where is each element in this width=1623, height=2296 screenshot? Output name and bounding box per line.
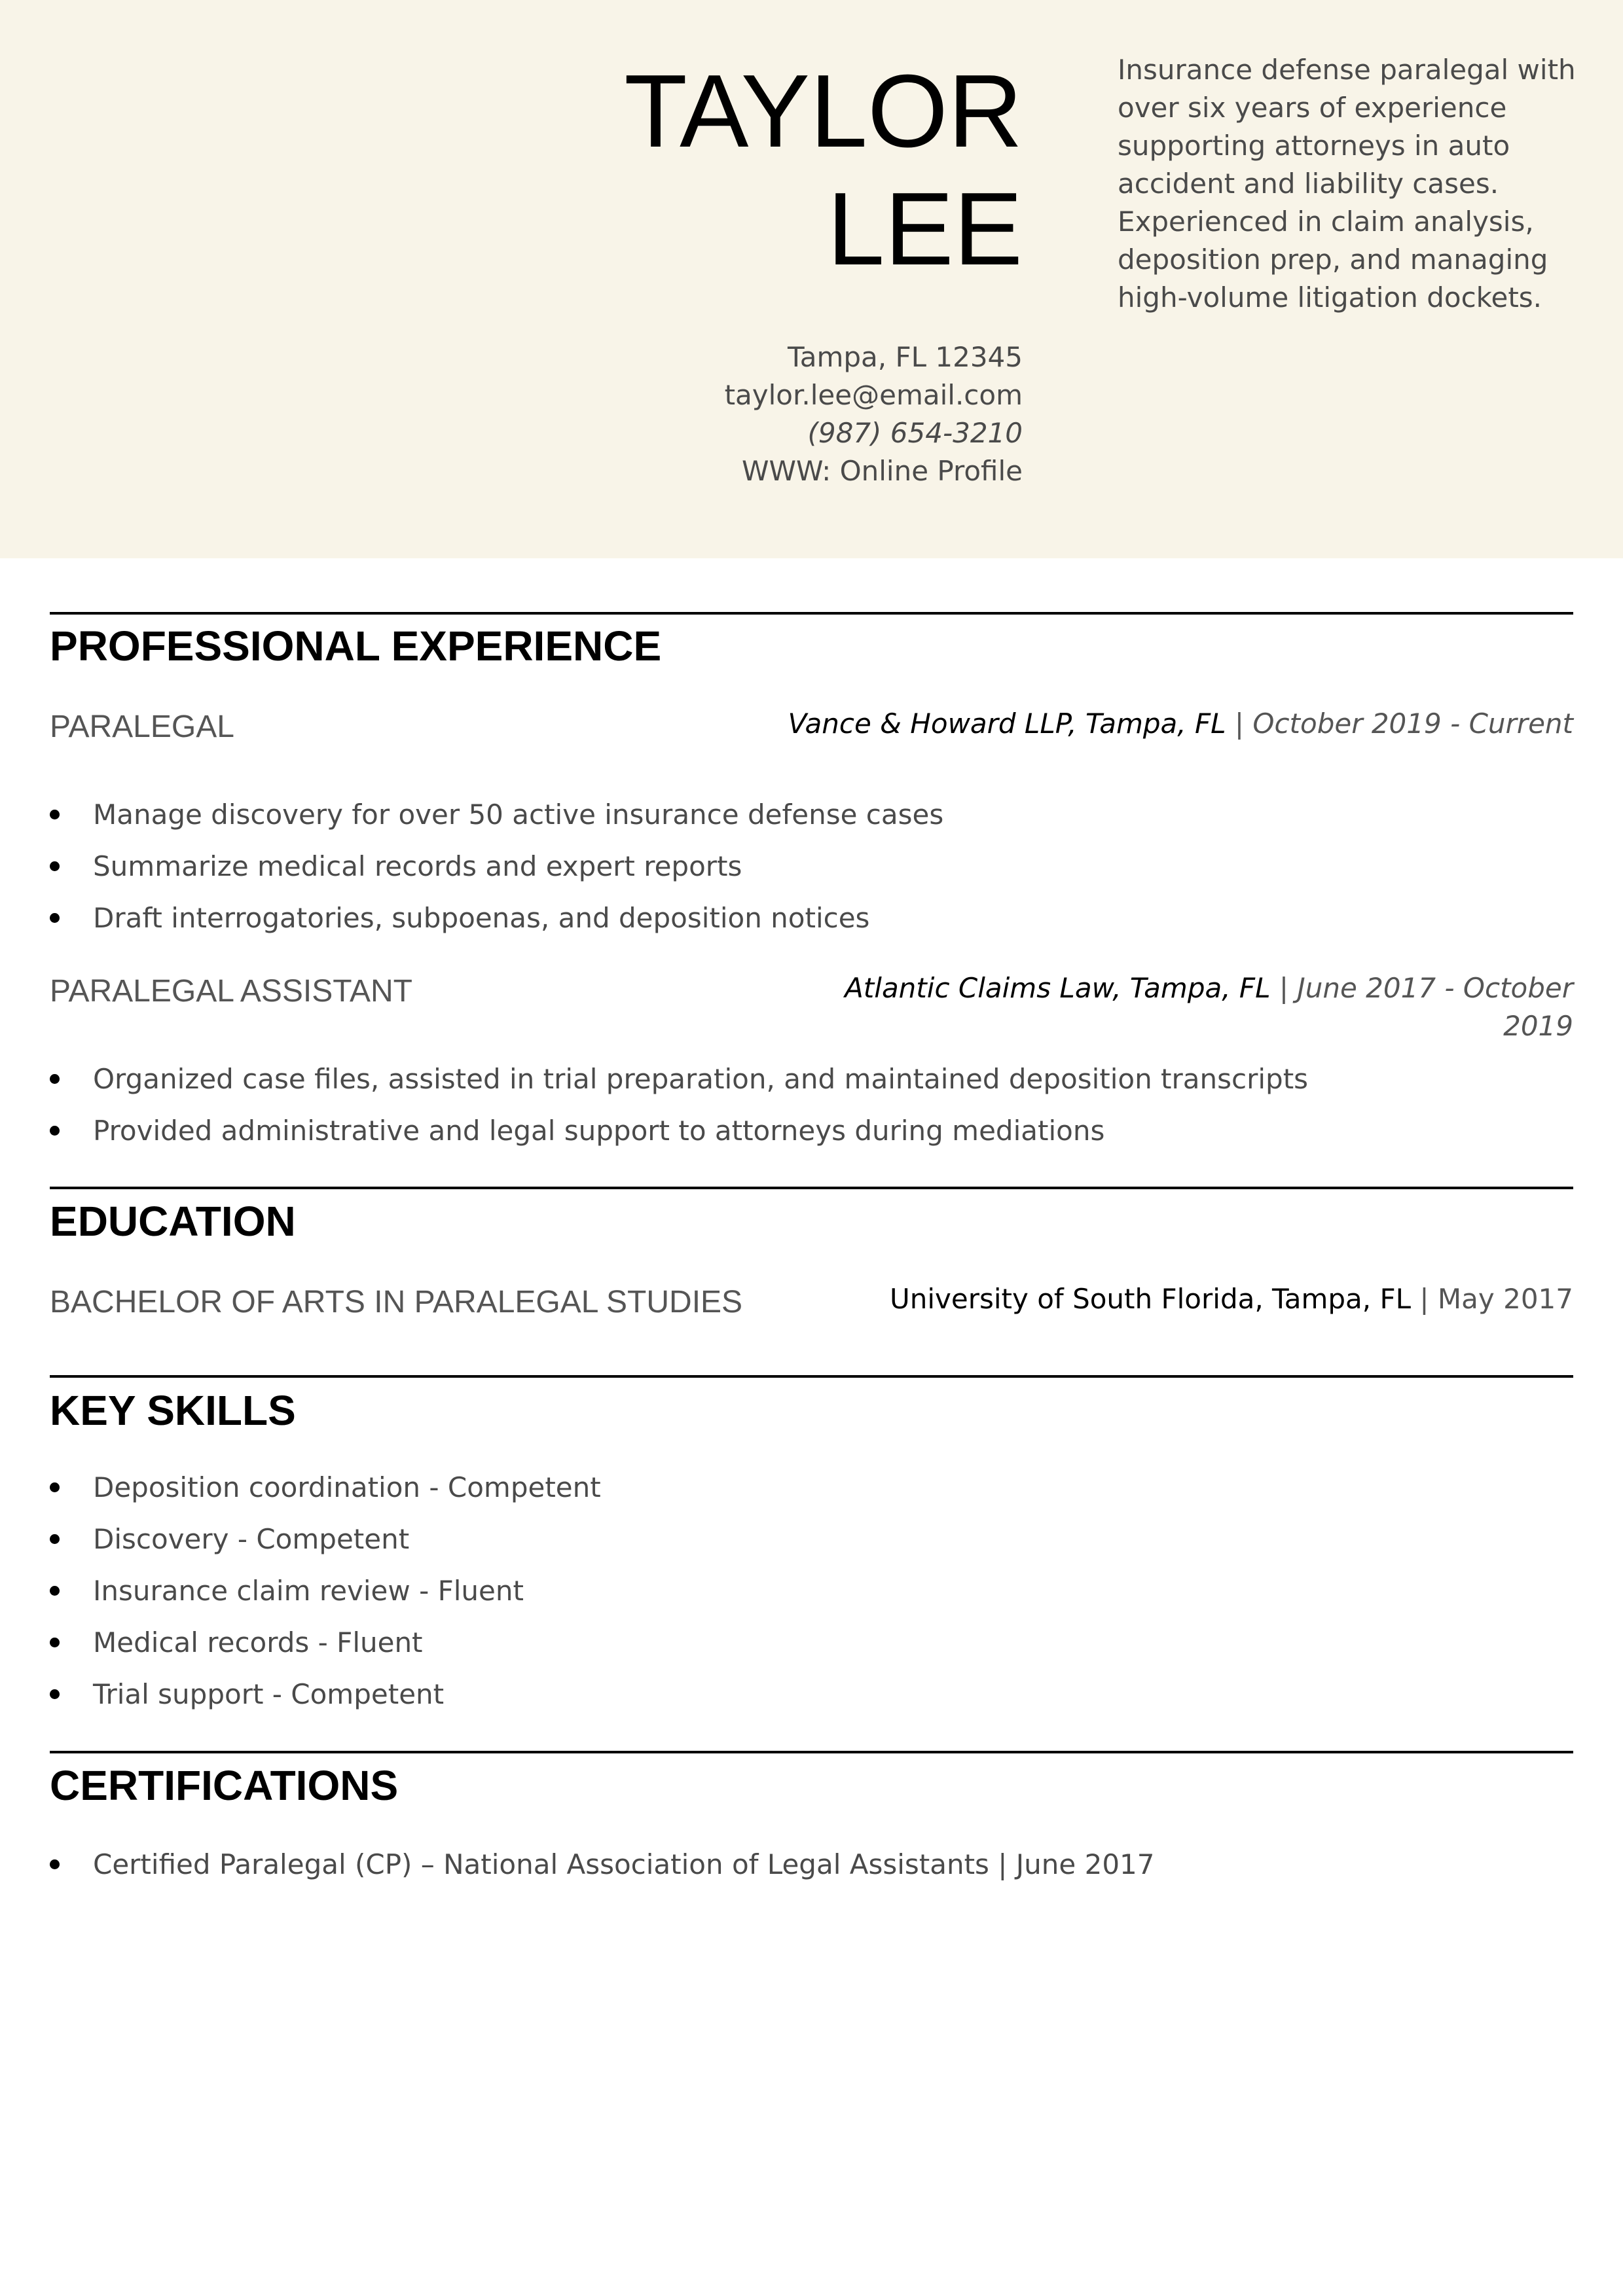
- name-first: TAYLOR: [624, 54, 1023, 169]
- list-item: Deposition coordination - Competent: [50, 1462, 1556, 1513]
- section-divider-experience: [50, 612, 1573, 615]
- list-item: Certified Paralegal (CP) – National Association of Legal Assistants | June 2017: [50, 1839, 1556, 1890]
- contact-info: [725, 338, 1023, 490]
- job-meta: [788, 705, 1573, 743]
- graduation-date: May 2017: [1437, 1283, 1573, 1315]
- list-item: Provided administrative and legal support to attorneys during mediations: [50, 1105, 1556, 1157]
- section-title-skills: KEY SKILLS: [50, 1387, 296, 1434]
- section-divider-education: [50, 1187, 1573, 1189]
- job-meta: [788, 969, 1573, 1045]
- profile-summary: Insurance defense paralegal with over six years of experience supporting attorneys in auto accident and liability cases. Experienced in claim analysis, deposition prep, and managing high-volume litigation dockets.: [1118, 54, 1576, 314]
- phone-number[interactable]: (987) 654-3210: [807, 417, 1023, 449]
- section-title-certifications: CERTIFICATIONS: [50, 1762, 399, 1809]
- job-title: PARALEGAL: [50, 709, 234, 744]
- list-item: Draft interrogatories, subpoenas, and deposition notices: [50, 892, 1556, 944]
- list-item: Organized case files, assisted in trial preparation, and maintained deposition transcripts: [50, 1053, 1556, 1105]
- list-item: Summarize medical records and expert reports: [50, 840, 1556, 892]
- separator: |: [1234, 708, 1245, 740]
- list-item: Insurance claim review - Fluent: [50, 1565, 1556, 1617]
- job-bullets: [50, 789, 1556, 944]
- candidate-name: [624, 52, 1023, 288]
- section-title-experience: PROFESSIONAL EXPERIENCE: [50, 622, 662, 670]
- list-item: Medical records - Fluent: [50, 1617, 1556, 1668]
- education-meta: [788, 1280, 1573, 1318]
- website-link[interactable]: WWW: Online Profile: [741, 455, 1023, 487]
- list-item: Discovery - Competent: [50, 1513, 1556, 1565]
- employer: Vance & Howard LLP, Tampa, FL: [788, 708, 1226, 740]
- section-divider-certifications: [50, 1751, 1573, 1753]
- employer: Atlantic Claims Law, Tampa, FL: [845, 972, 1271, 1004]
- separator: |: [1279, 972, 1288, 1004]
- separator: |: [1419, 1283, 1429, 1315]
- degree-title: BACHELOR OF ARTS IN PARALEGAL STUDIES: [50, 1285, 743, 1319]
- job-dates: October 2019 - Current: [1252, 708, 1573, 740]
- job-title: PARALEGAL ASSISTANT: [50, 974, 412, 1009]
- skills-list: [50, 1462, 1556, 1720]
- job-bullets: [50, 1053, 1556, 1157]
- resume-header: [0, 0, 1623, 558]
- section-divider-skills: [50, 1375, 1573, 1378]
- school-name: University of South Florida, Tampa, FL: [890, 1283, 1412, 1315]
- section-title-education: EDUCATION: [50, 1198, 296, 1245]
- name-last: LEE: [827, 171, 1023, 287]
- certifications-list: [50, 1839, 1556, 1890]
- job-dates: June 2017 - October 2019: [1297, 972, 1573, 1042]
- email-link[interactable]: taylor.lee@email.com: [724, 379, 1023, 411]
- list-item: Manage discovery for over 50 active insurance defense cases: [50, 789, 1556, 840]
- list-item: Trial support - Competent: [50, 1668, 1556, 1720]
- location: Tampa, FL 12345: [788, 341, 1023, 373]
